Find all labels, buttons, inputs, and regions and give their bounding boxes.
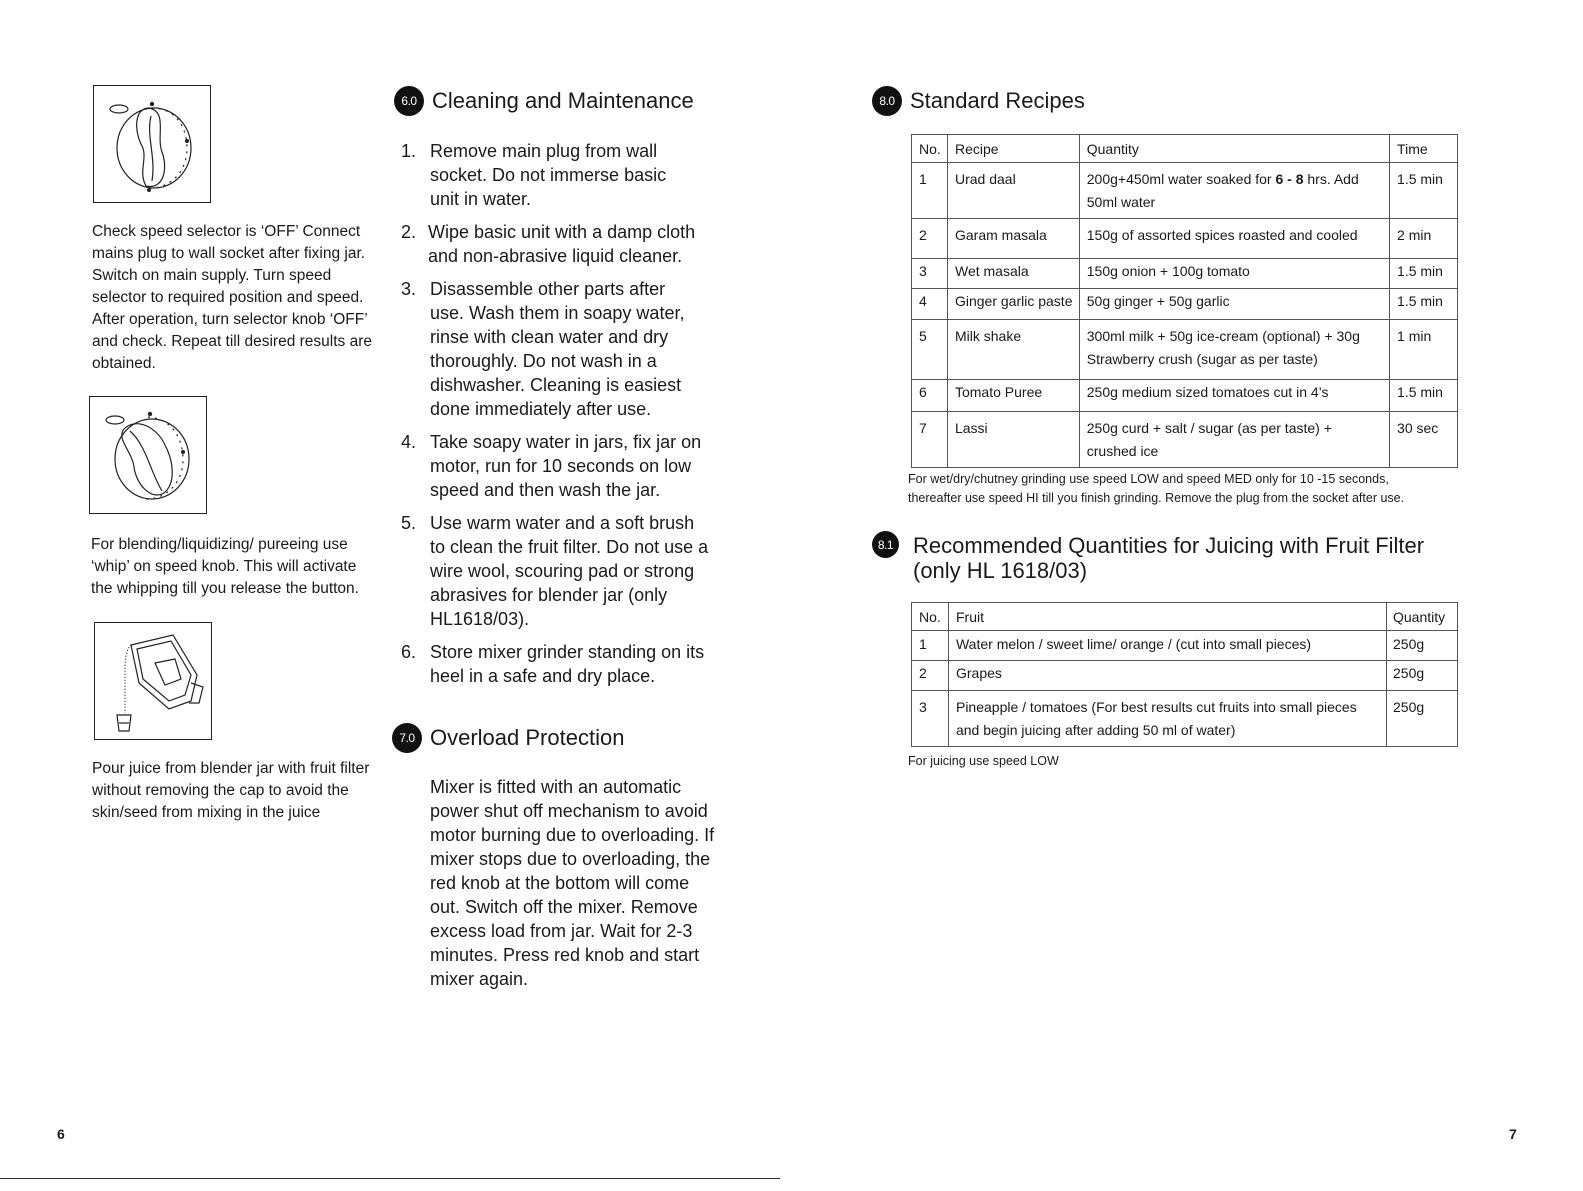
table-row: 3 Pineapple / tomatoes (For best results cut fruits into small pieces and begin juicing after adding 50 ml of water) 250g xyxy=(912,691,1458,747)
list-item: 5. Use warm water and a soft brush to clean the fruit filter. Do not use a wire wool, scouring pad or strong abrasives for blender jar (only HL1618/03). xyxy=(401,513,709,629)
section-badge: 7.0 xyxy=(392,723,422,753)
juicing-table xyxy=(911,602,1458,747)
overload-text: Mixer is fitted with an automatic power shut off mechanism to avoid motor burning due to overloading. If mixer stops due to overloading, the red knob at the bottom will come out. Switch off the mixer. Remove excess load from jar. Wait for 2-3 minutes. Press red knob and start mixer again. xyxy=(430,777,715,989)
whip-knob-figure xyxy=(89,396,207,514)
list-item: 4. Take soapy water in jars, fix jar on motor, run for 10 seconds on low speed and then wash the jar. xyxy=(401,432,702,500)
col-header-recipe: Recipe xyxy=(947,135,1079,163)
table-row: 5 Milk shake 300ml milk + 50g ice-cream (optional) + 30g Strawberry crush (sugar as per taste) 1 min xyxy=(912,320,1458,380)
table-header-row xyxy=(912,603,1458,631)
juicing-note: For juicing use speed LOW xyxy=(908,754,1059,768)
table-row: 2 Grapes 250g xyxy=(912,661,1458,691)
list-item: 3. Disassemble other parts after use. Wash them in soapy water, rinse with clean water and dry thoroughly. Do not wash in a dishwasher. Cleaning is easiest done immediately after use. xyxy=(401,279,685,419)
col-header-no: No. xyxy=(912,135,948,163)
recipes-note: For wet/dry/chutney grinding use speed LOW and speed MED only for 10 -15 seconds, thereafter use speed HI till you finish grinding. Remove the plug from the socket after use. xyxy=(908,472,1405,505)
col-header-time: Time xyxy=(1390,135,1458,163)
recipes-title: Standard Recipes xyxy=(910,88,1085,113)
col-header-no: No. xyxy=(912,603,949,631)
list-item: 1. Remove main plug from wall socket. Do not immerse basic unit in water. xyxy=(401,141,667,209)
pour-juice-figure xyxy=(94,622,212,740)
section-badge: 6.0 xyxy=(394,86,424,116)
col-header-quantity: Quantity xyxy=(1079,135,1389,163)
speed-selector-caption: Check speed selector is ‘OFF’ Connect mains plug to wall socket after fixing jar. Switch on main supply. Turn speed selector to required position and speed. After operation, turn selector knob ‘OFF’ and check. Repeat till desired results are obtained. xyxy=(92,223,373,372)
section-badge: 8.1 xyxy=(872,531,899,558)
blender-jar-icon xyxy=(117,635,203,731)
table-row: 7 Lassi 250g curd + salt / sugar (as per taste) + crushed ice 30 sec xyxy=(912,412,1458,468)
cleaning-title: Cleaning and Maintenance xyxy=(432,88,694,113)
section-badge: 8.0 xyxy=(872,86,902,116)
page-number-left: 6 xyxy=(57,1126,65,1142)
table-row: 6 Tomato Puree 250g medium sized tomatoes cut in 4’s 1.5 min xyxy=(912,380,1458,412)
table-row: 3 Wet masala 150g onion + 100g tomato 1.5 min xyxy=(912,259,1458,289)
recipes-table xyxy=(911,134,1458,468)
whip-caption: For blending/liquidizing/ pureeing use ‘whip’ on speed knob. This will activate the whipping till you release the button. xyxy=(91,536,359,597)
col-header-fruit: Fruit xyxy=(948,603,1386,631)
table-row: 2 Garam masala 150g of assorted spices roasted and cooled 2 min xyxy=(912,219,1458,259)
juicing-heading xyxy=(872,531,1424,583)
table-header-row xyxy=(912,135,1458,163)
table-row: 1 Water melon / sweet lime/ orange / (cut into small pieces) 250g xyxy=(912,631,1458,661)
pour-juice-caption: Pour juice from blender jar with fruit filter without removing the cap to avoid the skin/seed from mixing in the juice xyxy=(92,760,370,821)
juicing-title: Recommended Quantities for Juicing with Fruit Filter (only HL 1618/03) xyxy=(913,533,1425,583)
list-item: 6. Store mixer grinder standing on its heel in a safe and dry place. xyxy=(401,642,705,686)
recipes-heading xyxy=(872,86,1085,116)
table-row: 4 Ginger garlic paste 50g ginger + 50g garlic 1.5 min xyxy=(912,289,1458,320)
list-item: 2. Wipe basic unit with a damp cloth and non-abrasive liquid cleaner. xyxy=(401,222,696,266)
overload-title: Overload Protection xyxy=(430,725,625,750)
whip-knob-icon xyxy=(106,412,189,499)
speed-knob-off-figure xyxy=(93,85,211,203)
col-header-quantity: Quantity xyxy=(1387,603,1458,631)
overload-heading xyxy=(392,723,624,753)
cleaning-steps xyxy=(401,139,711,697)
page-number-right: 7 xyxy=(1509,1126,1517,1142)
table-row: 1 Urad daal 200g+450ml water soaked for 6 - 8 hrs. Add 50ml water 1.5 min xyxy=(912,163,1458,219)
speed-knob-icon xyxy=(110,102,191,191)
cleaning-heading xyxy=(394,86,694,116)
bottom-rule xyxy=(0,1178,780,1179)
